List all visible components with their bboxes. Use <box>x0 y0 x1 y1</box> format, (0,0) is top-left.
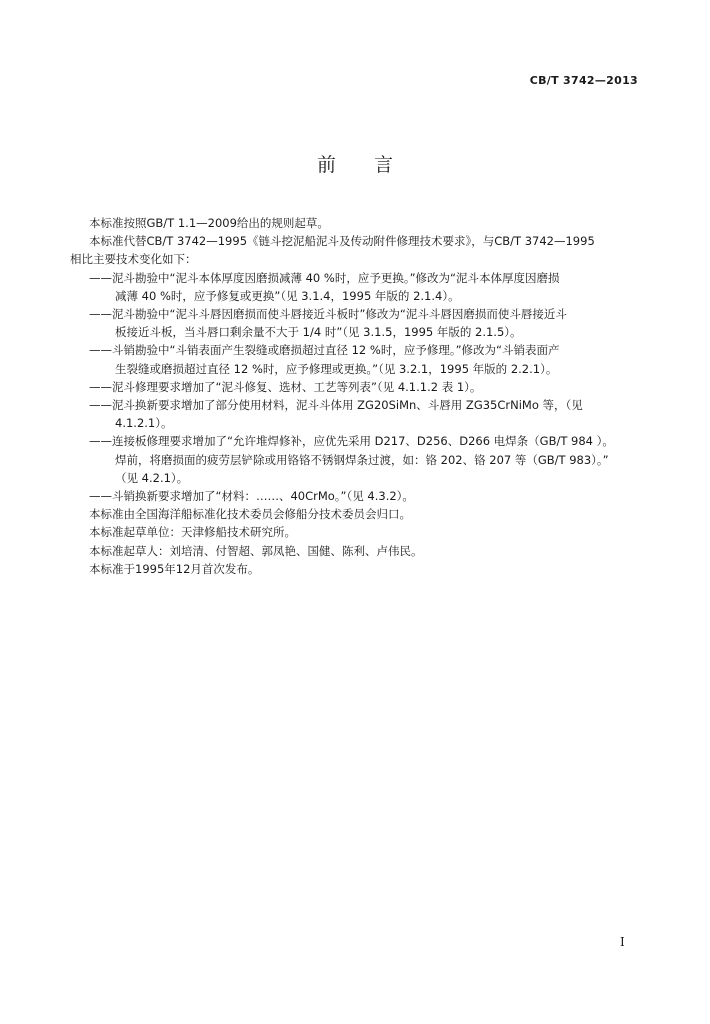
paragraph-line: 焊前，将磨损面的疲劳层铲除或用铬铬不锈钢焊条过渡，如：铬 202、铬 207 等（GB/T 983）。” <box>115 452 609 467</box>
paragraph-line: ——泥斗换新要求增加了部分使用材料，泥斗斗体用 ZG20SiMn、斗唇用 ZG35CrNiMo 等，（见 <box>89 398 583 413</box>
paragraph-line: ——泥斗勘验中“泥斗本体厚度因磨损减薄 40 %时，应予更换。”修改为“泥斗本体厚度因磨损 <box>89 270 560 285</box>
paragraph-line: 本标准由全国海洋船标准化技术委员会修船分技术委员会归口。 <box>89 507 411 522</box>
paragraph-line: 本标准起草单位：天津修船技术研究所。 <box>89 525 296 540</box>
paragraph-line: 相比主要技术变化如下： <box>70 252 197 267</box>
paragraph-line: 生裂缝或磨损超过直径 12 %时，应予修理或更换。”（见 3.2.1，1995 年版的 2.2.1）。 <box>115 361 558 376</box>
paragraph-line: ——斗销换新要求增加了“材料：……、40CrMo。”（见 4.3.2）。 <box>89 489 414 504</box>
paragraph-line: ——泥斗勘验中“泥斗斗唇因磨损而使斗唇接近斗板时”修改为“泥斗斗唇因磨损而使斗唇接近斗 <box>89 307 567 322</box>
page-title: 前言 <box>316 154 431 176</box>
paragraph-line: 本标准代替CB/T 3742—1995《链斗挖泥船泥斗及传动附件修理技术要求》，与CB/T 3742—1995 <box>89 234 595 249</box>
paragraph-line: ——连接板修理要求增加了“允许堆焊修补，应优先采用 D217、D256、D266 电焊条（GB/T 984 ）。 <box>89 434 614 449</box>
foreword-body <box>70 214 648 578</box>
paragraph-line: 本标准于1995年12月首次发布。 <box>89 561 260 576</box>
paragraph-line: （见 4.2.1）。 <box>115 470 189 485</box>
paragraph-line: 本标准起草人：刘培清、付智超、郭凤艳、国健、陈利、卢伟民。 <box>89 543 423 558</box>
paragraph-line: 4.1.2.1）。 <box>115 416 173 431</box>
paragraph-line: 减薄 40 %时，应予修复或更换”（见 3.1.4，1995 年版的 2.1.4）。 <box>115 288 460 303</box>
page-number: I <box>620 935 625 949</box>
paragraph-line: 板接近斗板，当斗唇口剩余量不大于 1/4 时”（见 3.1.5，1995 年版的 2.1.5）。 <box>115 325 522 340</box>
paragraph-line: 本标准按照GB/T 1.1—2009给出的规则起草。 <box>89 216 329 230</box>
paragraph-line: ——斗销勘验中“斗销表面产生裂缝或磨损超过直径 12 %时，应予修理。”修改为“斗销表面产 <box>89 343 560 358</box>
paragraph-line: ——泥斗修理要求增加了“泥斗修复、选材、工艺等列表”（见 4.1.1.2 表 1）。 <box>89 379 482 394</box>
standard-code: CB/T 3742—2013 <box>529 74 638 87</box>
